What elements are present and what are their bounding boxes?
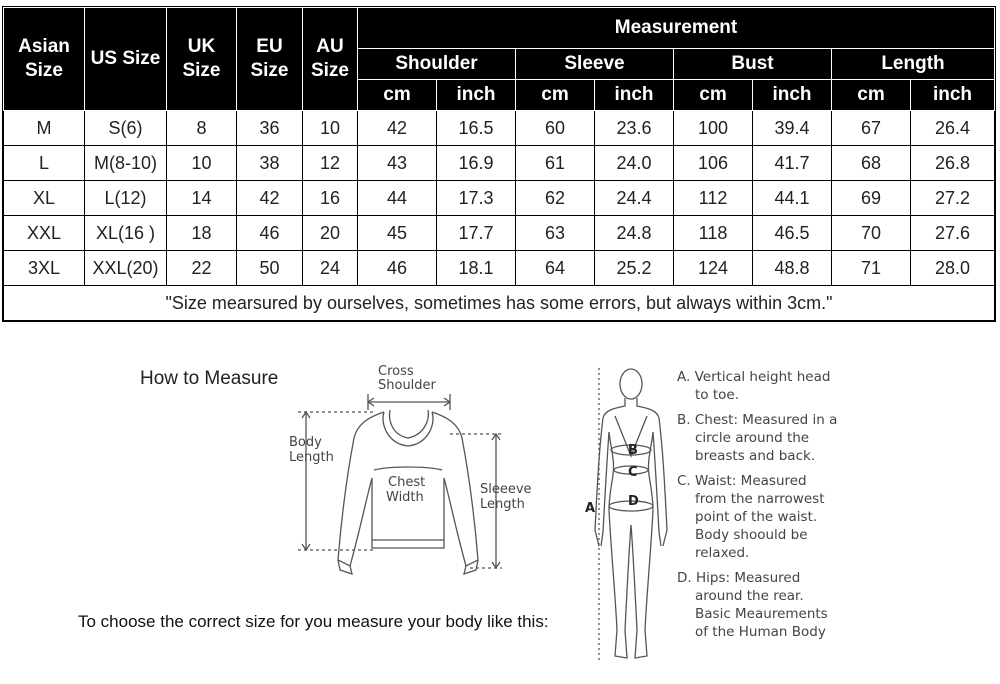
cell-shoulder-inch: 18.1 — [437, 251, 516, 286]
cell-length-cm: 68 — [832, 146, 911, 181]
cell-sleeve-inch: 23.6 — [595, 111, 674, 146]
header-unit-inch: inch — [437, 80, 516, 111]
cell-bust-inch: 44.1 — [753, 181, 832, 216]
body-note-heading: A. Vertical height head — [677, 369, 831, 385]
cell-length-cm: 69 — [832, 181, 911, 216]
cell-sleeve-cm: 62 — [516, 181, 595, 216]
cell-bust-cm: 100 — [674, 111, 753, 146]
label-a: A — [585, 501, 596, 516]
cross-shoulder-label-line2: Shoulder — [378, 378, 436, 393]
table-row — [4, 146, 995, 181]
body-note-heading: D. Hips: Measured — [677, 570, 801, 586]
cell-asian-size: XL — [4, 181, 85, 216]
header-uk-size: UK Size — [167, 8, 237, 111]
cell-eu-size: 38 — [237, 146, 303, 181]
human-body-diagram — [575, 360, 675, 670]
sweater-measure-diagram — [280, 360, 532, 585]
body-note-line: around the rear. — [695, 588, 804, 604]
body-note-item — [677, 411, 847, 465]
cell-us-size: S(6) — [85, 111, 167, 146]
header-measurement: Measurement — [358, 8, 995, 49]
cell-asian-size: L — [4, 146, 85, 181]
table-row — [4, 181, 995, 216]
label-c: C — [628, 465, 638, 480]
table-row — [4, 111, 995, 146]
body-measure-notes — [677, 368, 847, 648]
cell-length-cm: 71 — [832, 251, 911, 286]
cell-sleeve-cm: 63 — [516, 216, 595, 251]
cell-sleeve-inch: 24.0 — [595, 146, 674, 181]
body-note-heading: C. Waist: Measured — [677, 473, 807, 489]
body-note-line: from the narrowest — [695, 491, 825, 507]
table-note: "Size mearsured by ourselves, sometimes has some errors, but always within 3cm." — [4, 286, 995, 321]
body-head — [620, 369, 642, 399]
cell-bust-inch: 46.5 — [753, 216, 832, 251]
how-to-measure-title: How to Measure — [140, 368, 279, 389]
cell-bust-inch: 41.7 — [753, 146, 832, 181]
cell-length-cm: 67 — [832, 111, 911, 146]
body-note-line: point of the waist. — [695, 509, 818, 525]
cell-us-size: M(8-10) — [85, 146, 167, 181]
cell-shoulder-cm: 44 — [358, 181, 437, 216]
chest-width-label-line1: Chest — [388, 475, 426, 490]
cell-length-inch: 26.8 — [911, 146, 995, 181]
cell-au-size: 24 — [303, 251, 358, 286]
cell-sleeve-cm: 60 — [516, 111, 595, 146]
cell-bust-inch: 48.8 — [753, 251, 832, 286]
cell-shoulder-cm: 45 — [358, 216, 437, 251]
cell-uk-size: 10 — [167, 146, 237, 181]
cell-shoulder-inch: 17.3 — [437, 181, 516, 216]
cell-au-size: 20 — [303, 216, 358, 251]
header-unit-inch: inch — [753, 80, 832, 111]
body-note-item — [677, 368, 847, 404]
cell-shoulder-inch: 16.9 — [437, 146, 516, 181]
cell-shoulder-cm: 46 — [358, 251, 437, 286]
body-note-heading: B. Chest: Measured in a — [677, 412, 838, 428]
sleeve-length-label-line2: Length — [480, 497, 525, 512]
cell-eu-size: 46 — [237, 216, 303, 251]
body-note-line: breasts and back. — [695, 448, 816, 464]
cell-us-size: XXL(20) — [85, 251, 167, 286]
cell-uk-size: 18 — [167, 216, 237, 251]
header-unit-cm: cm — [358, 80, 437, 111]
header-au-size: AU Size — [303, 8, 358, 111]
cell-eu-size: 50 — [237, 251, 303, 286]
cell-bust-inch: 39.4 — [753, 111, 832, 146]
body-length-label-line1: Body — [289, 435, 322, 450]
cell-shoulder-inch: 16.5 — [437, 111, 516, 146]
cell-uk-size: 14 — [167, 181, 237, 216]
header-eu-size: EU Size — [237, 8, 303, 111]
header-us-size: US Size — [85, 8, 167, 111]
size-table — [3, 7, 995, 321]
body-note-line: of the Human Body — [695, 624, 826, 640]
cell-au-size: 12 — [303, 146, 358, 181]
cell-shoulder-inch: 17.7 — [437, 216, 516, 251]
cell-bust-cm: 124 — [674, 251, 753, 286]
table-row — [4, 216, 995, 251]
cell-bust-cm: 112 — [674, 181, 753, 216]
cell-length-inch: 26.4 — [911, 111, 995, 146]
header-unit-cm: cm — [516, 80, 595, 111]
body-note-line: relaxed. — [695, 545, 750, 561]
cell-eu-size: 36 — [237, 111, 303, 146]
table-row — [4, 251, 995, 286]
header-asian-size: Asian Size — [4, 8, 85, 111]
cell-eu-size: 42 — [237, 181, 303, 216]
cell-au-size: 10 — [303, 111, 358, 146]
header-shoulder: Shoulder — [358, 49, 516, 80]
sleeve-length-label-line1: Sleeeve — [480, 482, 532, 497]
body-note-line: Body shoould be — [695, 527, 808, 543]
cell-us-size: XL(16 ) — [85, 216, 167, 251]
cell-length-inch: 27.6 — [911, 216, 995, 251]
header-sleeve: Sleeve — [516, 49, 674, 80]
cell-bust-cm: 106 — [674, 146, 753, 181]
header-length: Length — [832, 49, 995, 80]
body-note-line: circle around the — [695, 430, 810, 446]
cell-sleeve-inch: 24.8 — [595, 216, 674, 251]
header-bust: Bust — [674, 49, 832, 80]
header-unit-cm: cm — [832, 80, 911, 111]
cell-length-inch: 27.2 — [911, 181, 995, 216]
cell-asian-size: XXL — [4, 216, 85, 251]
cell-length-cm: 70 — [832, 216, 911, 251]
body-note-line: Basic Meaurements — [695, 606, 828, 622]
cell-us-size: L(12) — [85, 181, 167, 216]
cell-sleeve-inch: 24.4 — [595, 181, 674, 216]
chest-width-label-line2: Width — [386, 490, 424, 505]
body-note-item — [677, 472, 847, 562]
label-d: D — [628, 494, 639, 509]
body-length-label-line2: Length — [289, 450, 334, 465]
body-note-line: to toe. — [695, 387, 739, 403]
header-unit-inch: inch — [911, 80, 995, 111]
cell-shoulder-cm: 42 — [358, 111, 437, 146]
cell-asian-size: M — [4, 111, 85, 146]
cell-bust-cm: 118 — [674, 216, 753, 251]
header-unit-inch: inch — [595, 80, 674, 111]
cell-shoulder-cm: 43 — [358, 146, 437, 181]
body-note-item — [677, 569, 847, 641]
cell-uk-size: 8 — [167, 111, 237, 146]
cell-uk-size: 22 — [167, 251, 237, 286]
cell-length-inch: 28.0 — [911, 251, 995, 286]
cell-asian-size: 3XL — [4, 251, 85, 286]
cell-au-size: 16 — [303, 181, 358, 216]
cell-sleeve-inch: 25.2 — [595, 251, 674, 286]
header-unit-cm: cm — [674, 80, 753, 111]
cell-sleeve-cm: 61 — [516, 146, 595, 181]
cross-shoulder-label-line1: Cross — [378, 364, 414, 379]
sweater-neckline — [390, 410, 429, 438]
label-b: B — [628, 443, 638, 458]
choose-size-instruction: To choose the correct size for you measure your body like this: — [78, 612, 549, 631]
cell-sleeve-cm: 64 — [516, 251, 595, 286]
size-table-body — [4, 111, 995, 321]
